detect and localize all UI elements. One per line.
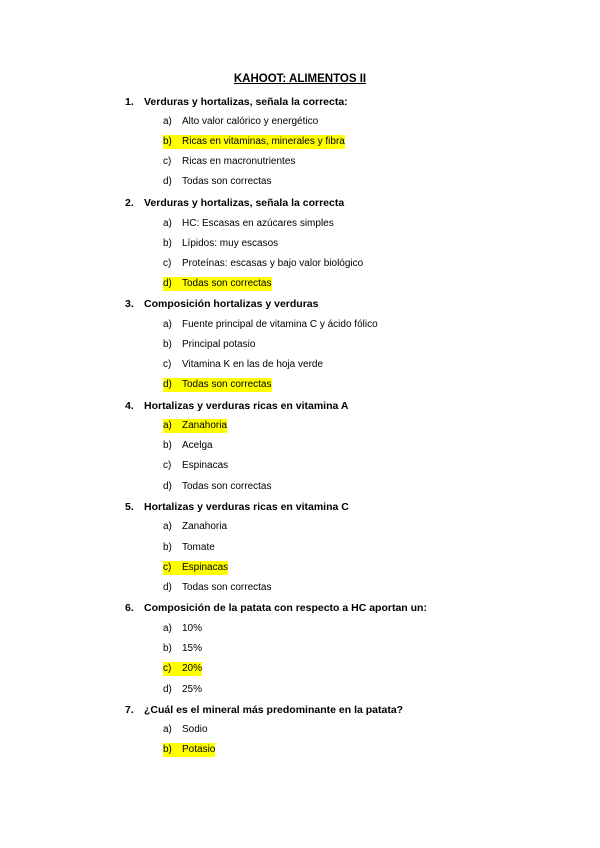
option xyxy=(163,541,215,555)
question-text: ¿Cuál es el mineral más predominante en la patata? xyxy=(144,704,404,716)
question-number: 5. xyxy=(125,501,134,513)
option-letter: b) xyxy=(163,542,172,553)
question-number: 3. xyxy=(125,298,134,310)
question-number: 2. xyxy=(125,197,134,209)
option xyxy=(163,520,227,534)
option-text: 25% xyxy=(182,684,203,695)
option-letter: b) xyxy=(163,744,172,755)
option xyxy=(163,723,208,737)
question-text: Verduras y hortalizas, señala la correcta: xyxy=(144,96,348,108)
option-text: 15% xyxy=(182,643,203,654)
question-text: Hortalizas y verduras ricas en vitamina A xyxy=(144,400,349,412)
question-text: Verduras y hortalizas, señala la correcta xyxy=(144,197,345,209)
option xyxy=(163,175,272,189)
option-letter: a) xyxy=(163,623,172,634)
option xyxy=(163,237,278,251)
question-number: 1. xyxy=(125,96,134,108)
option-letter: a) xyxy=(163,724,172,735)
option-text: Proteínas: escasas y bajo valor biológico xyxy=(182,258,364,269)
option-letter: a) xyxy=(163,218,172,229)
option-text: Tomate xyxy=(182,542,215,553)
option-highlighted xyxy=(163,743,215,757)
option-letter: b) xyxy=(163,136,172,147)
option xyxy=(163,318,378,332)
option-text: Todas son correctas xyxy=(182,582,272,593)
option-text: Ricas en macronutrientes xyxy=(182,156,296,167)
option-text: Vitamina K en las de hoja verde xyxy=(182,359,324,370)
option-letter: d) xyxy=(163,582,172,593)
option-text: Todas son correctas xyxy=(182,278,272,289)
option-text: HC: Escasas en azúcares simples xyxy=(182,218,334,229)
document-title: KAHOOT: ALIMENTOS II xyxy=(233,73,367,85)
option xyxy=(163,439,213,453)
option xyxy=(163,115,318,129)
option xyxy=(163,155,295,169)
option-text: 10% xyxy=(182,623,203,634)
option-text: Fuente principal de vitamina C y ácido fólico xyxy=(182,319,378,330)
option xyxy=(163,622,202,636)
option-letter: a) xyxy=(163,420,172,431)
option-letter: c) xyxy=(163,258,172,269)
option xyxy=(163,217,334,231)
option-letter: c) xyxy=(163,156,172,167)
option-text: Zanahoria xyxy=(182,420,228,431)
option-letter: d) xyxy=(163,176,172,187)
option xyxy=(163,642,202,656)
option-highlighted xyxy=(163,561,228,575)
option-text: Alto valor calórico y energético xyxy=(182,116,319,127)
option-letter: a) xyxy=(163,319,172,330)
option xyxy=(163,338,255,352)
option-letter: d) xyxy=(163,379,172,390)
option-letter: c) xyxy=(163,359,172,370)
option-text: Sodio xyxy=(182,724,208,735)
question-number: 6. xyxy=(125,602,134,614)
question-2 xyxy=(125,197,344,209)
option-text: Acelga xyxy=(182,440,213,451)
option xyxy=(163,581,272,595)
option-text: Principal potasio xyxy=(182,339,256,350)
option-text: Todas son correctas xyxy=(182,176,272,187)
option-text: Espinacas xyxy=(182,460,229,471)
option-text: Todas son correctas xyxy=(182,481,272,492)
question-7 xyxy=(125,704,403,716)
question-text: Composición de la patata con respecto a HC aportan un: xyxy=(144,602,427,614)
option-letter: c) xyxy=(163,460,172,471)
option-letter: a) xyxy=(163,521,172,532)
option-letter: c) xyxy=(163,562,172,573)
question-number: 4. xyxy=(125,400,134,412)
option-letter: b) xyxy=(163,238,172,249)
question-text: Hortalizas y verduras ricas en vitamina C xyxy=(144,501,349,513)
option xyxy=(163,683,202,697)
option-highlighted xyxy=(163,662,202,676)
question-number: 7. xyxy=(125,704,134,716)
option-text: 20% xyxy=(182,663,203,674)
option-letter: b) xyxy=(163,440,172,451)
question-text: Composición hortalizas y verduras xyxy=(144,298,319,310)
option xyxy=(163,257,363,271)
option-letter: b) xyxy=(163,339,172,350)
option-letter: d) xyxy=(163,481,172,492)
option-highlighted xyxy=(163,135,345,149)
question-3 xyxy=(125,298,318,310)
option-text: Lípidos: muy escasos xyxy=(182,238,279,249)
option-letter: c) xyxy=(163,663,172,674)
option-text: Espinacas xyxy=(182,562,229,573)
question-4 xyxy=(125,400,348,412)
option-letter: d) xyxy=(163,278,172,289)
option xyxy=(163,358,323,372)
option-highlighted xyxy=(163,378,272,392)
option-highlighted xyxy=(163,419,227,433)
option xyxy=(163,480,272,494)
question-6 xyxy=(125,602,427,614)
option-text: Zanahoria xyxy=(182,521,228,532)
option-letter: b) xyxy=(163,643,172,654)
question-1 xyxy=(125,96,348,108)
option-letter: d) xyxy=(163,684,172,695)
question-5 xyxy=(125,501,349,513)
option-text: Potasio xyxy=(182,744,216,755)
option-text: Todas son correctas xyxy=(182,379,272,390)
option-highlighted xyxy=(163,277,272,291)
option-text: Ricas en vitaminas, minerales y fibra xyxy=(182,136,345,147)
option-letter: a) xyxy=(163,116,172,127)
option xyxy=(163,459,228,473)
